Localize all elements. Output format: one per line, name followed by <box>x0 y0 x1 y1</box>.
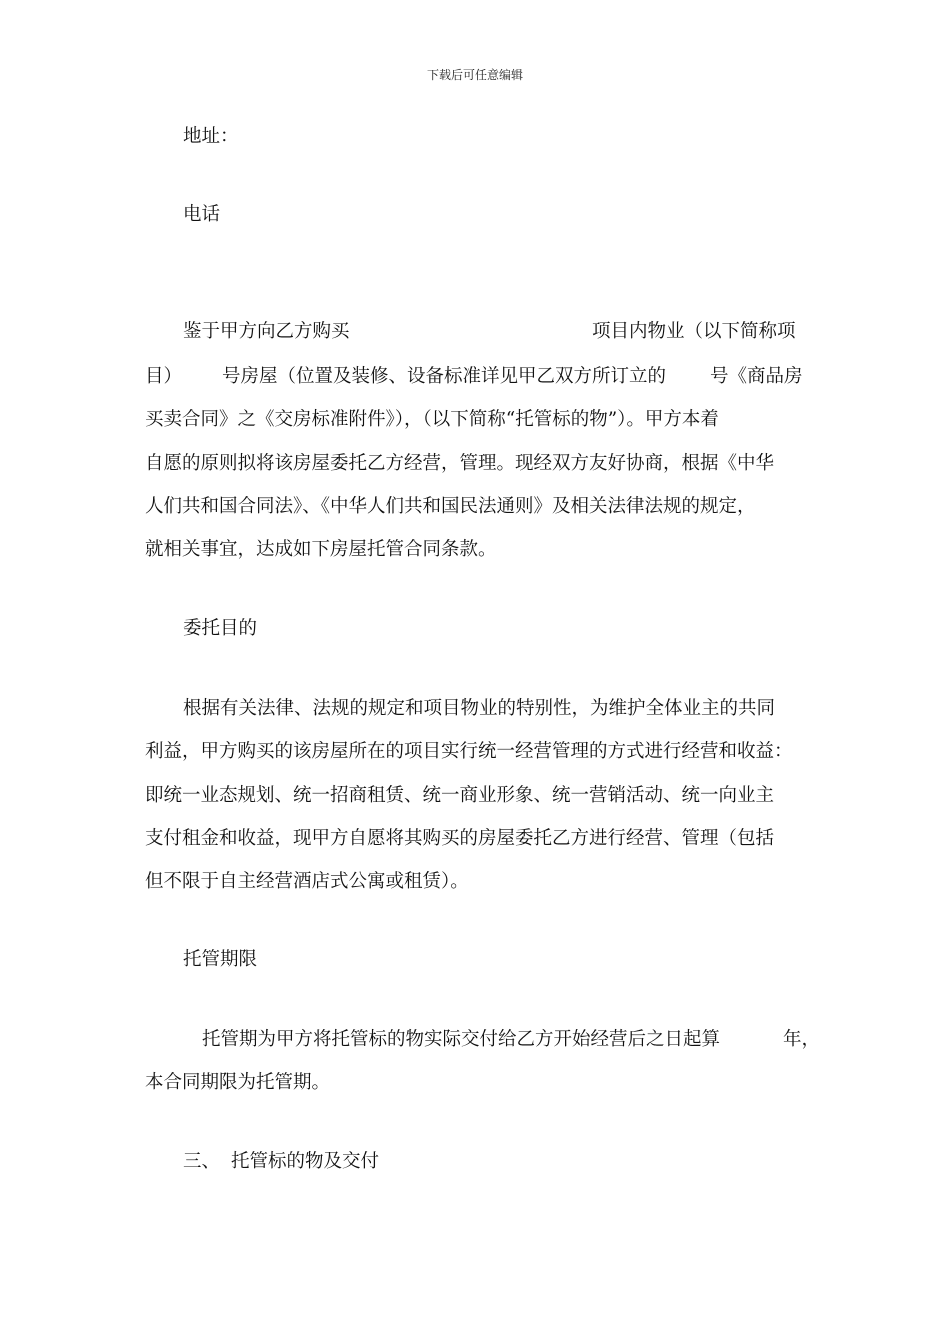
preamble-line: 人们共和国合同法》、《中华人们共和国民法通则》及相关法律法规的规定， <box>145 496 756 517</box>
section-heading-delivery: 托管标的物及交付 <box>231 1151 380 1172</box>
preamble-line: 鉴于甲方向乙方购买 <box>183 321 350 342</box>
purpose-line: 但不限于自主经营酒店式公寓或租赁）。 <box>145 871 469 892</box>
section-number-3: 三、 <box>183 1151 221 1172</box>
address-label: 地址： <box>183 126 239 147</box>
preamble-line: 就相关事宜，达成如下房屋托管合同条款。 <box>145 539 497 560</box>
section-heading-term: 托管期限 <box>183 949 258 970</box>
preamble-line: 项目内物业（以下简称项 <box>592 321 796 342</box>
page-header-watermark: 下载后可任意编辑 <box>426 68 523 82</box>
term-line: 本合同期限为托管期。 <box>145 1072 331 1093</box>
purpose-line: 即统一业态规划、统一招商租赁、统一商业形象、统一营销活动、统一向业主 <box>145 785 775 806</box>
purpose-line: 根据有关法律、法规的规定和项目物业的特别性，为维护全体业主的共同 <box>183 698 776 719</box>
purpose-line: 支付租金和收益，现甲方自愿将其购买的房屋委托乙方进行经营、管理（包括 <box>145 828 775 849</box>
preamble-line: 买卖合同》之《交房标准附件》），（以下简称“托管标的物”）。甲方本着 <box>145 409 719 430</box>
preamble-line: 目） <box>145 366 183 387</box>
phone-label: 电话 <box>183 204 221 225</box>
term-line: 托管期为甲方将托管标的物实际交付给乙方开始经营后之日起算 <box>202 1029 721 1050</box>
term-line: 年， <box>783 1029 821 1050</box>
preamble-line: 号《商品房 <box>710 366 803 387</box>
section-heading-purpose: 委托目的 <box>183 618 258 639</box>
preamble-line: 自愿的原则拟将该房屋委托乙方经营，管理。现经双方友好协商，根据《中华 <box>145 453 775 474</box>
preamble-line: 号房屋（位置及装修、设备标准详见甲乙双方所订立的 <box>222 366 667 387</box>
purpose-line: 利益，甲方购买的该房屋所在的项目实行统一经营管理的方式进行经营和收益： <box>145 741 793 762</box>
